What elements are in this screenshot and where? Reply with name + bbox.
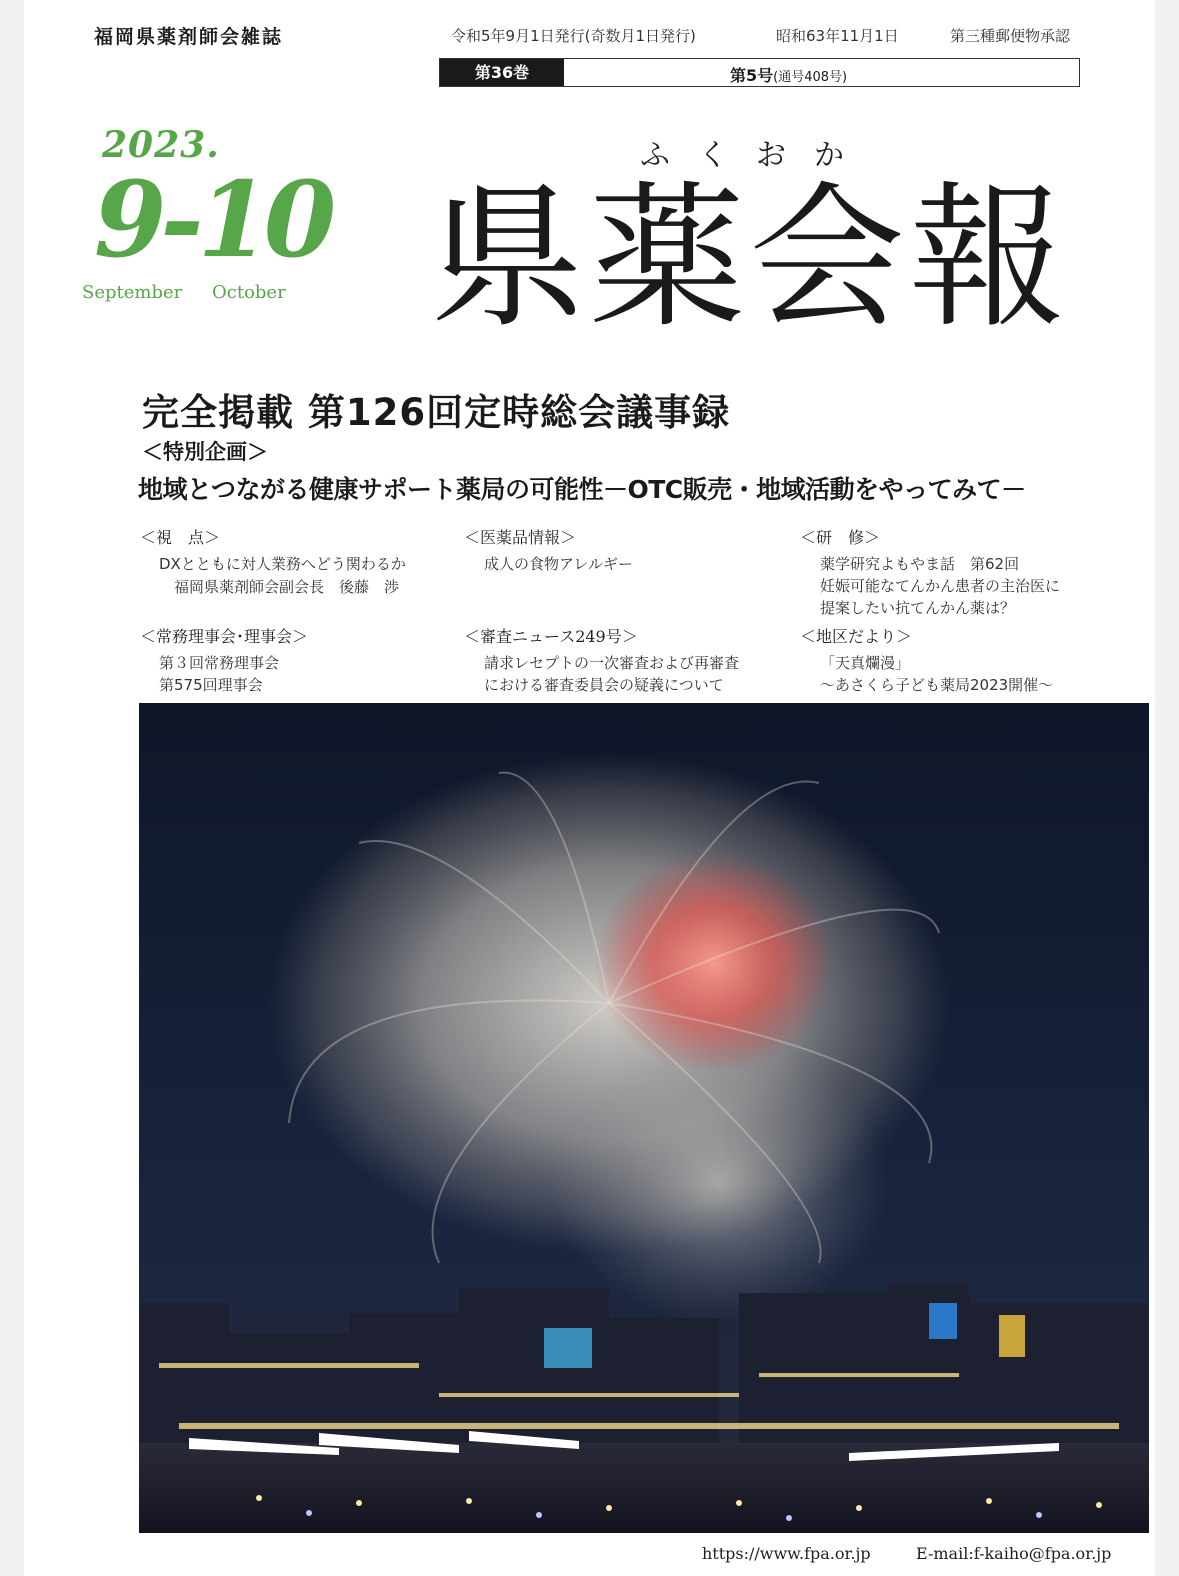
toc-line: ～あさくら子ども薬局2023開催～: [820, 676, 1054, 694]
toc-line: 成人の食物アレルギー: [484, 555, 634, 573]
issue-year: 2023.: [102, 124, 220, 166]
cover-photo-fireworks-over-airport: [139, 703, 1149, 1533]
toc-heading-viewpoint: ＜視 点＞: [140, 528, 221, 547]
month-name-october: October: [212, 282, 286, 303]
toc-heading-training: ＜研 修＞: [800, 528, 881, 547]
association-name: 福岡県薬剤師会雑誌: [94, 26, 284, 48]
main-headline: 完全掲載 第126回定時総会議事録: [142, 391, 731, 434]
masthead-ruby: ふくおか: [640, 138, 872, 173]
toc-heading-review-news: ＜審査ニュース249号＞: [464, 627, 638, 646]
issue-total: (通号408号): [773, 70, 848, 85]
fireworks-illustration: [139, 703, 1149, 1533]
publication-date: 令和5年9月1日発行(奇数月1日発行): [451, 27, 696, 45]
toc-heading-board-meetings: ＜常務理事会･理事会＞: [140, 627, 309, 646]
toc-line: 薬学研究よもやま話 第62回: [820, 555, 1020, 573]
month-name-september: September: [82, 282, 183, 303]
approval-date: 昭和63年11月1日: [776, 27, 899, 45]
toc-line: における審査委員会の疑義について: [484, 676, 724, 694]
volume-label: 第36巻: [440, 59, 564, 86]
toc-line: 第575回理事会: [159, 676, 263, 694]
special-feature-label: ＜特別企画＞: [142, 440, 268, 464]
website-link[interactable]: https://www.fpa.or.jp: [702, 1544, 871, 1563]
toc-line: 「天真爛漫」: [820, 654, 911, 672]
toc-line: 第３回常務理事会: [159, 654, 280, 672]
toc-heading-drug-info: ＜医薬品情報＞: [464, 528, 577, 547]
email-link[interactable]: E-mail:f-kaiho@fpa.or.jp: [916, 1544, 1112, 1563]
toc-line: 妊娠可能なてんかん患者の主治医に: [820, 577, 1061, 595]
masthead-title: 県薬会報: [429, 167, 1069, 349]
toc-line: 福岡県薬剤師会副会長 後藤 渉: [159, 578, 400, 596]
toc-line: 提案したい抗てんかん薬は？: [820, 599, 1016, 617]
issue-label: 第5号: [730, 66, 774, 85]
issue-months: 9-10: [94, 158, 331, 281]
toc-line: DXとともに対人業務へどう関わるか: [159, 555, 406, 573]
special-feature-title: 地域とつながる健康サポート薬局の可能性－OTC販売・地域活動をやってみて－: [138, 475, 1026, 504]
toc-line: 請求レセプトの一次審査および再審査: [484, 654, 740, 672]
issue-number: [730, 63, 847, 86]
volume-issue-box: [439, 58, 1080, 87]
magazine-cover: [24, 0, 1155, 1576]
toc-heading-district-news: ＜地区だより＞: [800, 627, 913, 646]
postal-approval: 第三種郵便物承認: [950, 27, 1071, 45]
